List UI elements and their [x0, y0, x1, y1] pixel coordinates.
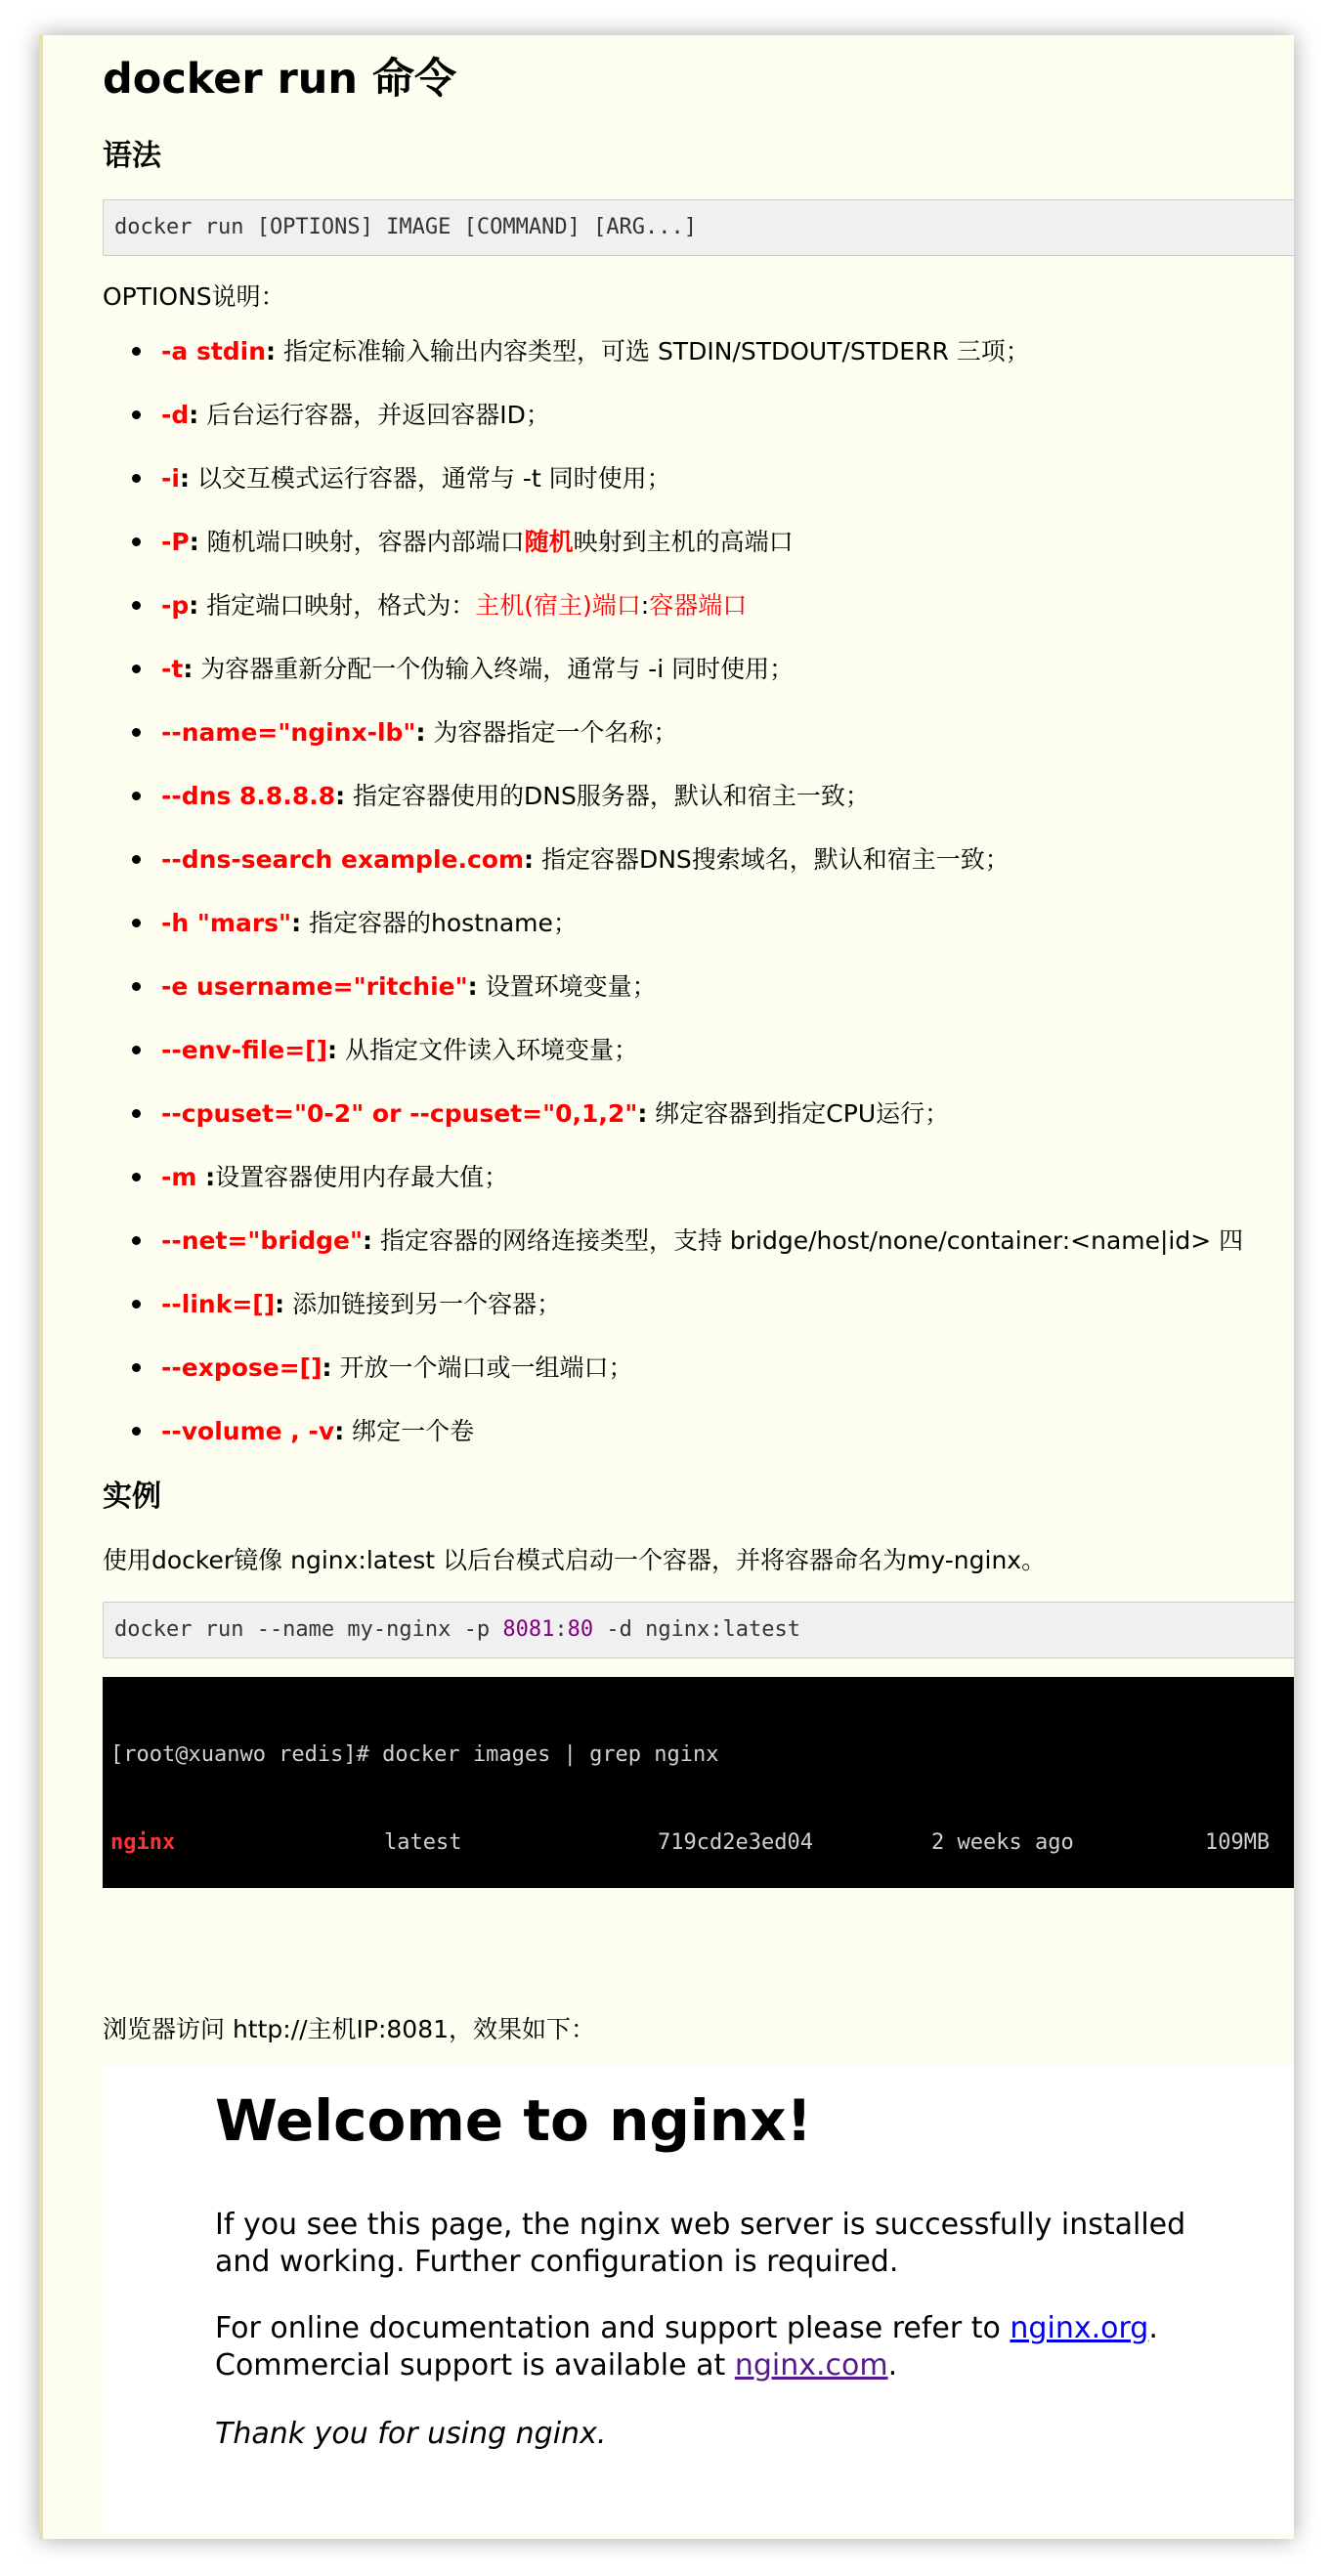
option-flag: --name="nginx-lb"	[161, 718, 416, 747]
list-item	[103, 1352, 633, 1385]
list-item	[103, 335, 1030, 368]
nginx-com-link[interactable]: nginx.com	[734, 2348, 888, 2383]
option-flag: --expose=[]	[161, 1353, 322, 1382]
bullet-icon	[132, 410, 141, 419]
syntax-code-block: docker run [OPTIONS] IMAGE [COMMAND] [ARG...]	[103, 199, 1294, 256]
browser-note: 浏览器访问 http://主机IP:8081，效果如下：	[103, 2015, 596, 2043]
code-text: docker run --name my-nginx -p	[114, 1617, 503, 1642]
option-desc: 设置容器使用内存最大值；	[215, 1163, 509, 1191]
option-colon: :	[205, 1163, 216, 1191]
option-desc: 从指定文件读入环境变量；	[337, 1036, 638, 1064]
list-item	[103, 1288, 561, 1321]
option-desc: 指定端口映射，格式为：	[198, 591, 476, 620]
bullet-icon	[132, 474, 141, 483]
terminal-screenshot	[103, 1677, 1294, 1888]
option-desc: 后台运行容器，并返回容器ID；	[198, 401, 550, 429]
list-item	[103, 907, 578, 940]
welcome-text: For online documentation and support please refer to	[215, 2311, 1010, 2345]
option-colon: :	[275, 1290, 285, 1318]
image-repo: nginx	[110, 1830, 176, 1855]
welcome-text: Commercial support is available at	[215, 2348, 735, 2383]
list-item	[103, 970, 657, 1004]
option-colon: :	[322, 1353, 332, 1382]
bullet-icon	[132, 792, 141, 800]
terminal-line	[110, 1740, 1294, 1770]
option-colon: :	[415, 718, 426, 747]
bullet-icon	[132, 1046, 141, 1054]
option-flag: -d	[161, 401, 190, 429]
welcome-support-line	[215, 2347, 897, 2384]
bullet-icon	[132, 1236, 141, 1245]
option-colon: :	[291, 909, 302, 937]
option-flag: --env-file=[]	[161, 1036, 328, 1064]
list-item	[103, 462, 671, 495]
bullet-icon	[132, 537, 141, 546]
bullet-icon	[132, 982, 141, 991]
option-flag: --cpuset="0-2" or --cpuset="0,1,2"	[161, 1099, 638, 1128]
option-flag: -h "mars"	[161, 909, 292, 937]
welcome-text: .	[1148, 2311, 1158, 2345]
options-intro: OPTIONS说明：	[103, 282, 285, 311]
document-page	[39, 35, 1294, 2539]
page-title: docker run 命令	[103, 55, 456, 104]
list-item	[103, 843, 1010, 877]
list-item	[103, 1224, 1243, 1258]
option-flag: -e username="ritchie"	[161, 972, 468, 1001]
bullet-icon	[132, 919, 141, 927]
container-port-label: 容器端口	[649, 591, 748, 620]
option-colon: :	[183, 655, 194, 683]
bullet-icon	[132, 665, 141, 673]
list-item	[103, 589, 747, 623]
image-id: 719cd2e3ed04	[658, 1830, 813, 1855]
welcome-paragraph: If you see this page, the nginx web server is successfully installed and working. Further configuration is required.	[215, 2208, 1186, 2279]
welcome-heading: Welcome to nginx!	[215, 2087, 812, 2154]
bullet-icon	[132, 1173, 141, 1181]
option-desc: 绑定容器到指定CPU运行；	[647, 1099, 950, 1128]
code-number: 80	[567, 1617, 594, 1642]
option-flag: --dns-search example.com	[161, 845, 525, 874]
nginx-org-link[interactable]: nginx.org	[1010, 2311, 1149, 2345]
code-number: 8081	[502, 1617, 555, 1642]
option-desc: 随机端口映射，容器内部端口	[198, 528, 525, 556]
option-desc: 指定容器使用的DNS服务器，默认和宿主一致；	[345, 782, 870, 810]
code-text: -d nginx:latest	[593, 1617, 801, 1642]
option-flag: -a stdin	[161, 337, 267, 365]
list-item	[103, 653, 794, 686]
option-colon: :	[335, 782, 346, 810]
bullet-icon	[132, 601, 141, 610]
option-colon: :	[189, 528, 199, 556]
list-item	[103, 399, 550, 432]
option-desc: 为容器指定一个名称；	[425, 718, 678, 747]
list-item	[103, 1161, 508, 1194]
bullet-icon	[132, 1109, 141, 1118]
option-colon: :	[363, 1226, 372, 1255]
option-colon: :	[637, 1099, 648, 1128]
image-size: 109MB	[1205, 1830, 1270, 1855]
option-colon: :	[467, 972, 478, 1001]
option-desc: 设置环境变量；	[477, 972, 657, 1001]
option-flag: --dns 8.8.8.8	[161, 782, 336, 810]
list-item	[103, 1097, 949, 1131]
option-colon: :	[179, 464, 190, 493]
bullet-icon	[132, 1300, 141, 1309]
option-desc: 添加链接到另一个容器；	[284, 1290, 562, 1318]
welcome-doc-line	[215, 2310, 1158, 2347]
welcome-thanks: Thank you for using nginx.	[215, 2417, 607, 2451]
example-code-block	[103, 1602, 1294, 1658]
option-flag: --net="bridge"	[161, 1226, 363, 1255]
example-heading: 实例	[103, 1480, 161, 1514]
option-colon: :	[266, 337, 277, 365]
option-flag: --link=[]	[161, 1290, 276, 1318]
option-desc: 指定容器的hostname；	[301, 909, 578, 937]
image-created: 2 weeks ago	[931, 1830, 1074, 1855]
option-desc: 为容器重新分配一个伪输入终端，通常与 -i 同时使用；	[193, 655, 795, 683]
option-desc-tail: 映射到主机的高端口	[573, 528, 794, 556]
option-desc: 指定容器DNS搜索域名，默认和宿主一致；	[534, 845, 1010, 874]
option-flag: -t	[161, 655, 184, 683]
option-flag: -m	[161, 1163, 206, 1191]
list-item	[103, 526, 794, 559]
option-colon: :	[334, 1417, 345, 1445]
option-desc: 以交互模式运行容器，通常与 -t 同时使用；	[189, 464, 671, 493]
option-desc: 指定标准输入输出内容类型，可选 STDIN/STDOUT/STDERR 三项；	[276, 337, 1030, 365]
syntax-heading: 语法	[103, 139, 161, 173]
option-flag: --volume , -v	[161, 1417, 335, 1445]
page-edge	[39, 35, 43, 2539]
option-desc: 绑定一个卷	[344, 1417, 475, 1445]
option-colon: :	[327, 1036, 338, 1064]
bullet-icon	[132, 1363, 141, 1372]
nginx-welcome-screenshot	[103, 2066, 1294, 2535]
option-highlight: 随机	[524, 528, 574, 556]
bullet-icon	[132, 347, 141, 356]
option-colon: :	[189, 591, 199, 620]
option-desc: 指定容器的网络连接类型，支持 bridge/host/none/container:<name|id> 四	[372, 1226, 1244, 1255]
bullet-icon	[132, 855, 141, 864]
list-item	[103, 1034, 638, 1067]
option-desc: 开放一个端口或一组端口；	[331, 1353, 633, 1382]
option-colon: :	[189, 401, 199, 429]
terminal-line	[110, 1828, 1294, 1858]
list-item	[103, 780, 870, 813]
option-flag: -P	[161, 528, 190, 556]
host-port-label: 主机(宿主)端口	[475, 591, 641, 620]
option-flag: -p	[161, 591, 190, 620]
option-colon: :	[524, 845, 535, 874]
list-item	[103, 1415, 474, 1448]
option-flag: -i	[161, 464, 180, 493]
bullet-icon	[132, 1427, 141, 1436]
terminal-text: [root@xuanwo redis]# docker images | grep nginx	[110, 1742, 719, 1767]
welcome-text: .	[887, 2348, 898, 2383]
port-separator: :	[640, 591, 650, 620]
image-tag: latest	[384, 1830, 462, 1855]
bullet-icon	[132, 728, 141, 737]
example-intro: 使用docker镜像 nginx:latest 以后台模式启动一个容器，并将容器命名为my-nginx。	[103, 1546, 1047, 1574]
code-text: :	[554, 1617, 568, 1642]
list-item	[103, 716, 677, 750]
